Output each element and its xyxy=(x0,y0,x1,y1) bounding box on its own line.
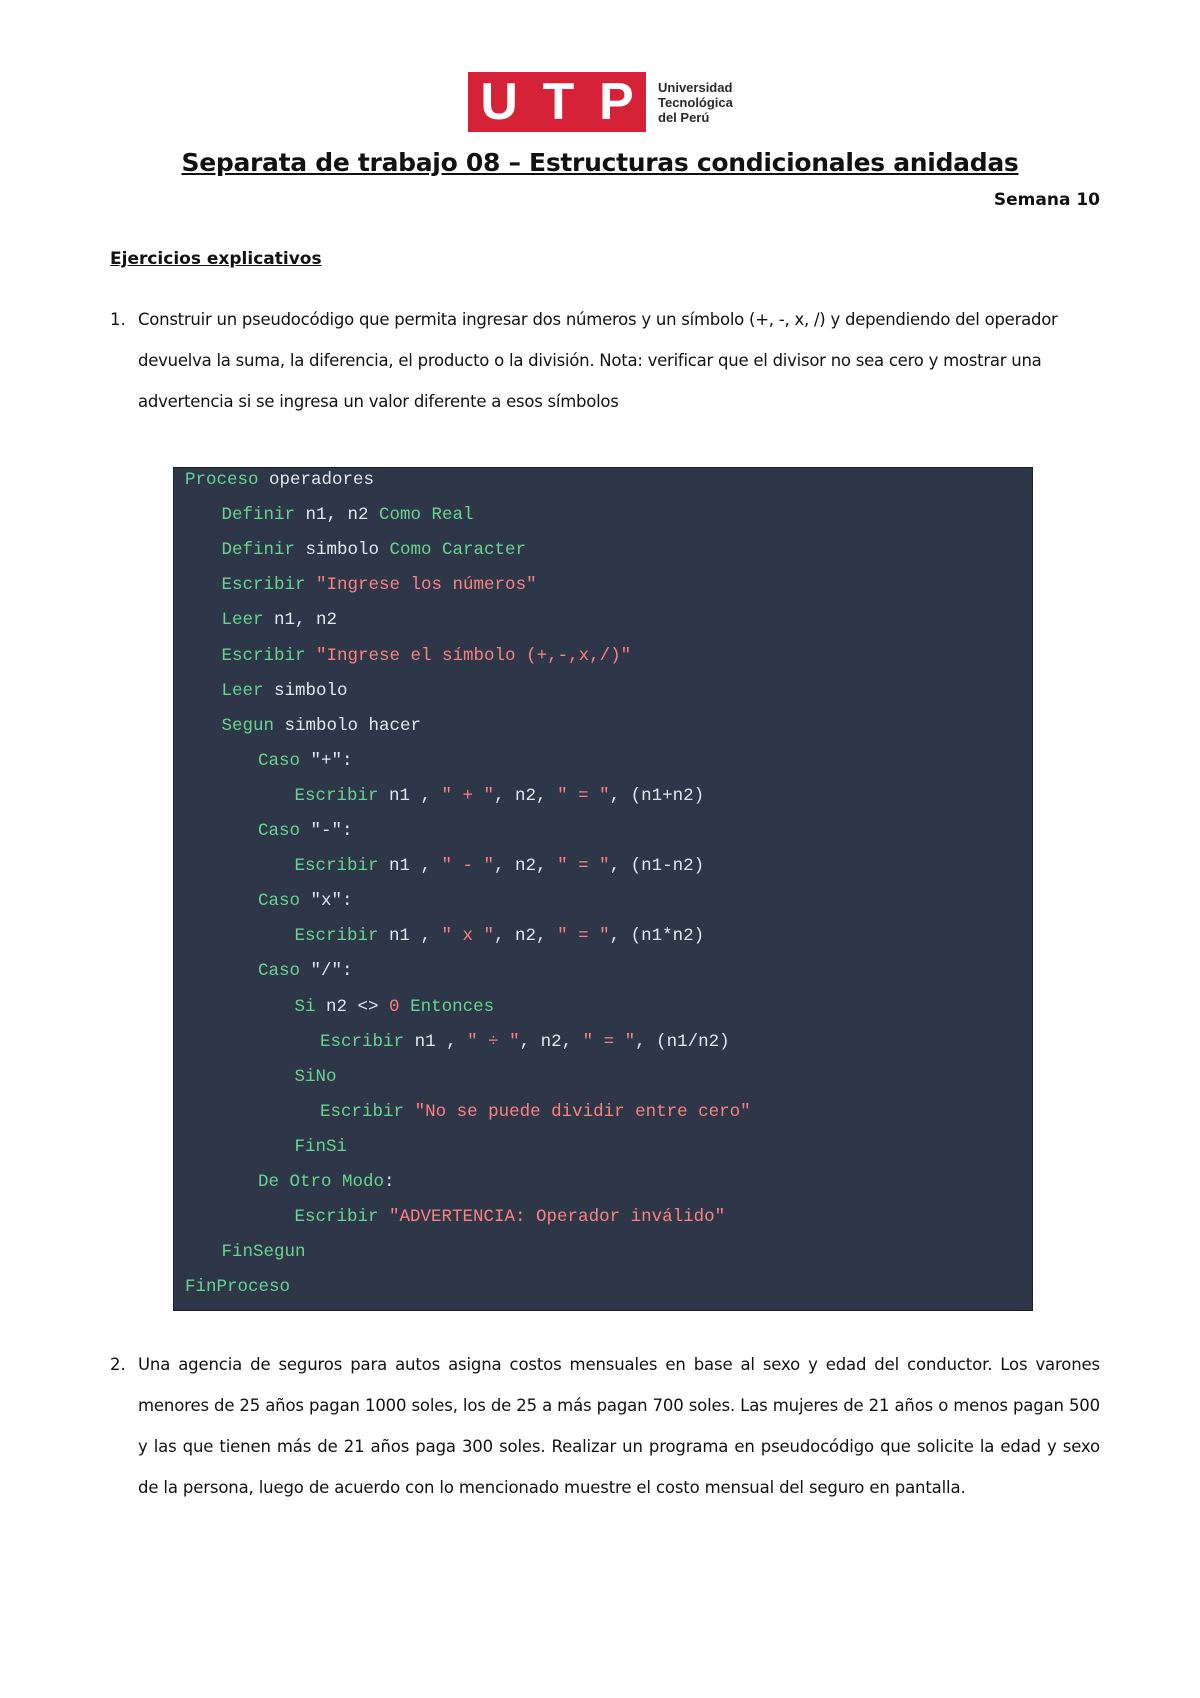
code-text xyxy=(306,646,317,666)
code-text xyxy=(379,1207,390,1227)
code-line xyxy=(258,1171,395,1193)
code-line xyxy=(222,539,527,561)
code-string: "Ingrese el símbolo (+,-,x,/)" xyxy=(316,645,632,666)
exercise-2 xyxy=(110,1344,1100,1508)
code-keyword: Proceso xyxy=(185,470,259,490)
code-text: n1, n2 xyxy=(263,610,338,631)
code-keyword: Definir xyxy=(221,540,296,561)
code-line xyxy=(222,680,348,702)
code-line xyxy=(185,1276,290,1298)
logo-text-line: Universidad xyxy=(658,79,733,95)
pseudocode-block xyxy=(173,467,1033,1311)
code-text: operadores xyxy=(258,470,375,490)
exercise-text: Construir un pseudocódigo que permita ingresar dos números y un símbolo (+, -, x, /) y dependiendo del operador devuelva la suma, la diferencia, el producto o la división. Nota: verificar que el divisor no sea cero y mostrar una advertencia si se ingresa un valor diferente a esos símbolos xyxy=(138,310,1058,411)
code-text: "x": xyxy=(300,891,353,912)
logo-university-name xyxy=(658,80,733,125)
code-line xyxy=(258,890,353,912)
code-line xyxy=(258,960,353,982)
code-text: n1, n2 xyxy=(295,505,380,526)
code-keyword: Escribir xyxy=(294,856,379,877)
code-text: n1 , xyxy=(378,785,442,806)
code-line xyxy=(222,609,338,631)
code-line xyxy=(320,1031,730,1053)
code-string: "No se puede dividir entre cero" xyxy=(414,1101,751,1122)
code-keyword: FinSi xyxy=(294,1136,348,1157)
code-keyword: Segun xyxy=(221,715,275,736)
utp-logo xyxy=(468,72,733,132)
code-text: n2 <> xyxy=(315,996,390,1017)
code-keyword: FinProceso xyxy=(185,1277,291,1298)
code-line xyxy=(295,996,495,1018)
code-text: , (n1-n2) xyxy=(609,856,705,877)
code-string: " = " xyxy=(557,785,610,806)
code-line xyxy=(320,1101,751,1123)
code-text: simbolo xyxy=(295,540,390,561)
exercise-number: 1. xyxy=(110,310,126,329)
code-text: , n2, xyxy=(494,926,558,947)
code-line xyxy=(295,1206,726,1228)
code-string: " = " xyxy=(557,926,610,947)
code-keyword: Leer xyxy=(221,610,264,631)
code-text: , (n1*n2) xyxy=(609,926,705,947)
code-keyword: Como Caracter xyxy=(389,540,527,561)
code-keyword: Escribir xyxy=(294,1207,379,1228)
code-line xyxy=(222,645,632,667)
code-string: " - " xyxy=(441,856,495,877)
code-line xyxy=(258,750,353,772)
exercise-1 xyxy=(110,299,1100,422)
code-text: , (n1+n2) xyxy=(609,785,705,806)
document-title: Separata de trabajo 08 – Estructuras condicionales anidadas xyxy=(181,148,1019,177)
code-line xyxy=(222,574,537,596)
code-text: n1 , xyxy=(378,856,442,877)
code-line xyxy=(185,469,374,491)
code-line xyxy=(222,715,422,737)
logo-text-line: del Perú xyxy=(658,109,710,125)
code-text: "-": xyxy=(300,821,353,841)
code-keyword: Caso xyxy=(258,961,301,982)
code-keyword: Escribir xyxy=(294,926,379,947)
code-text: , (n1/n2) xyxy=(635,1031,730,1052)
code-keyword: Como Real xyxy=(379,505,474,526)
code-string: 0 xyxy=(389,996,400,1017)
code-line xyxy=(295,855,705,877)
code-keyword: Entonces xyxy=(410,996,495,1017)
code-string: "Ingrese los números" xyxy=(316,575,537,596)
code-string: " x " xyxy=(441,926,495,947)
code-keyword: Escribir xyxy=(320,1101,405,1122)
exercise-number: 2. xyxy=(110,1355,126,1374)
logo-text-line: Tecnológica xyxy=(658,94,733,110)
section-title: Ejercicios explicativos xyxy=(110,249,322,269)
code-keyword: Caso xyxy=(258,821,301,841)
week-label: Semana 10 xyxy=(993,190,1100,210)
code-keyword: FinSegun xyxy=(221,1242,306,1263)
code-text: , n2, xyxy=(494,856,558,877)
code-keyword: Escribir xyxy=(320,1031,405,1052)
code-keyword: Caso xyxy=(258,750,301,771)
code-line xyxy=(222,1241,306,1263)
logo-letter-t: T xyxy=(542,73,575,131)
code-text: , n2, xyxy=(519,1031,583,1052)
code-line xyxy=(295,785,705,807)
code-line xyxy=(258,820,353,842)
code-string: "ADVERTENCIA: Operador inválido" xyxy=(389,1207,726,1228)
code-text: "/": xyxy=(300,961,353,982)
code-line xyxy=(222,504,474,526)
code-text: simbolo hacer xyxy=(274,715,422,736)
code-string: " = " xyxy=(557,856,610,877)
code-text: simbolo xyxy=(263,680,348,701)
code-string: " = " xyxy=(582,1031,636,1052)
code-text: , n2, xyxy=(494,785,558,806)
code-text: : xyxy=(384,1172,395,1192)
code-keyword: Caso xyxy=(258,891,301,912)
code-keyword: Si xyxy=(294,996,316,1017)
code-keyword: De Otro Modo xyxy=(258,1172,385,1192)
utp-logo-box xyxy=(468,72,646,132)
exercise-text: Una agencia de seguros para autos asigna costos mensuales en base al sexo y edad del conductor. Los varones menores de 25 años pagan 1000 soles, los de 25 a más pagan 700 soles. Las mujeres de 21 años o menos pagan 500 y las que tienen más de 21 años paga 300 soles. Realizar un programa en pseudocódigo que solicite la edad y sexo de la persona, luego de acuerdo con lo mencionado muestre el costo mensual del seguro en pantalla. xyxy=(138,1355,1100,1497)
code-text xyxy=(306,575,317,595)
code-line xyxy=(295,925,705,947)
code-keyword: Escribir xyxy=(221,575,306,596)
code-keyword: Escribir xyxy=(294,785,379,806)
logo-letter-u: U xyxy=(480,73,518,131)
code-keyword: Leer xyxy=(221,680,264,701)
code-line xyxy=(295,1066,337,1088)
logo-letter-p: P xyxy=(598,73,634,131)
code-keyword: SiNo xyxy=(294,1066,337,1087)
code-string: " + " xyxy=(441,785,495,806)
code-string: " ÷ " xyxy=(467,1031,520,1052)
code-text xyxy=(404,1102,415,1122)
code-text xyxy=(400,997,411,1017)
code-keyword: Definir xyxy=(221,505,296,526)
code-text: n1 , xyxy=(404,1031,468,1052)
code-text: "+": xyxy=(300,750,353,771)
code-text: n1 , xyxy=(378,926,442,947)
code-line xyxy=(295,1136,348,1158)
code-keyword: Escribir xyxy=(221,645,306,666)
